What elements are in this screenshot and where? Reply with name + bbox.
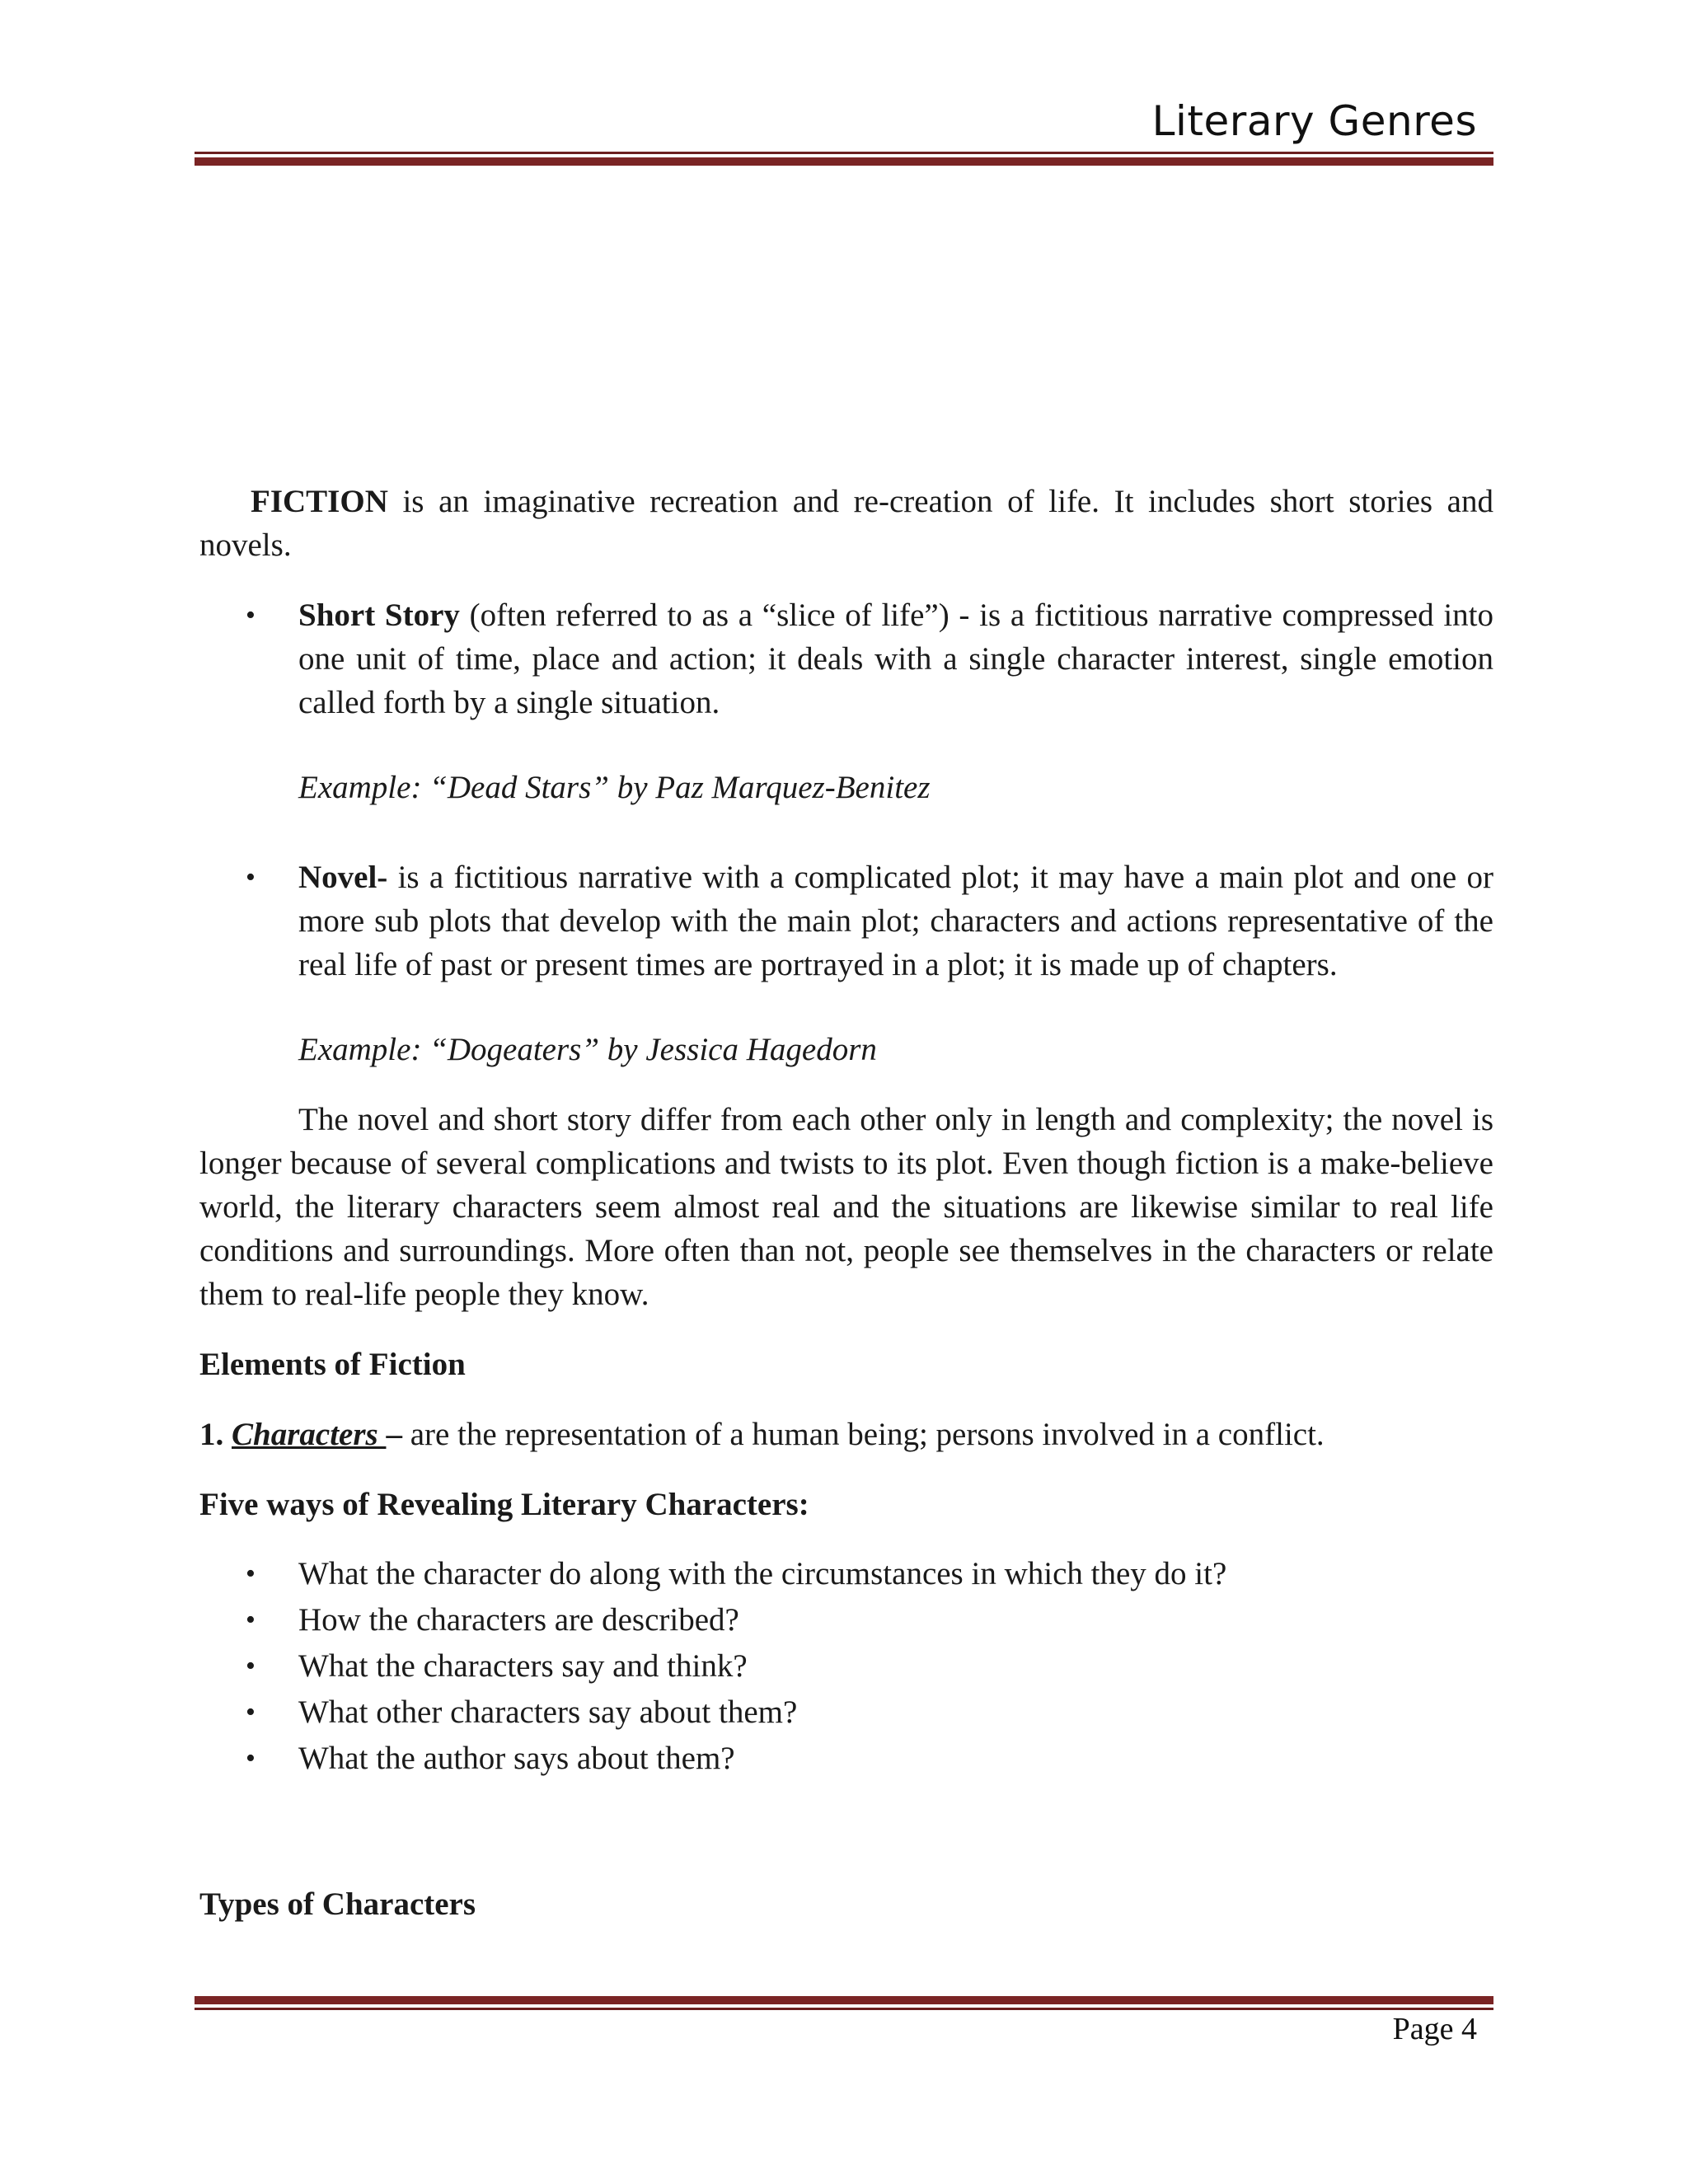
types-heading (199, 1882, 1493, 1926)
list-item-text: How the characters are described? (298, 1602, 739, 1638)
five-ways-heading (199, 1483, 1493, 1526)
elements-heading (199, 1343, 1493, 1386)
short-story-term: Short Story (298, 598, 460, 633)
fiction-types-list-2 (199, 855, 1493, 987)
short-story-example: Example: “Dead Stars” by Paz Marquez-Benitez (298, 770, 931, 805)
header-rule (195, 152, 1493, 166)
bullet-icon: • (246, 862, 256, 893)
fiction-text: is an imaginative recreation and re-creation of life. It includes short stories and novels. (199, 484, 1493, 563)
list-item (199, 1643, 1493, 1690)
bullet-icon: • (246, 600, 256, 630)
characters-term: Characters (232, 1417, 387, 1452)
list-item-text: What the character do along with the circumstances in which they do it? (298, 1556, 1227, 1591)
short-story-text: (often referred to as a “slice of life”) - is a fictitious narrative compressed into one unit of time, place and action; it deals with a single character interest, single emotion called forth by a single situation. (298, 598, 1493, 720)
bullet-icon: • (246, 1558, 256, 1589)
bullet-icon: • (246, 1697, 256, 1727)
bullet-icon: • (246, 1605, 256, 1635)
list-item (199, 1551, 1493, 1597)
five-ways-list (199, 1551, 1493, 1782)
characters-text: are the representation of a human being; persons involved in a conflict. (401, 1417, 1325, 1452)
characters-definition (199, 1413, 1493, 1456)
list-item-text: What the characters say and think? (298, 1648, 748, 1684)
list-item (199, 1597, 1493, 1643)
running-header: Literary Genres (1151, 97, 1477, 145)
five-ways-heading-text: Five ways of Revealing Literary Characters: (199, 1487, 809, 1522)
characters-number: 1. (199, 1417, 224, 1452)
characters-dash: – (386, 1417, 402, 1452)
fiction-term: FICTION (251, 484, 388, 519)
novel-example: Example: “Dogeaters” by Jessica Hagedorn (298, 1032, 877, 1067)
footer-rule (195, 1996, 1493, 2010)
novel-term: Novel- (298, 860, 388, 895)
types-heading-text: Types of Characters (199, 1886, 476, 1922)
fiction-types-list (199, 593, 1493, 724)
page-number: Page 4 (1392, 2012, 1477, 2046)
page-content (199, 480, 1493, 1926)
novel-text: is a fictitious narrative with a complicated plot; it may have a main plot and one or more sub plots that develop with the main plot; characters and actions representative of the real life of past or present times are portrayed in a plot; it is made up of chapters. (298, 860, 1493, 982)
fiction-definition (199, 480, 1493, 567)
list-item-short-story (199, 593, 1493, 724)
bullet-icon: • (246, 1743, 256, 1774)
list-item-text: What other characters say about them? (298, 1694, 798, 1730)
elements-heading-text: Elements of Fiction (199, 1347, 466, 1382)
list-item-novel (199, 855, 1493, 987)
comparison-paragraph: The novel and short story differ from each other only in length and complexity; the novel is longer because of several complications and twists to its plot. Even though fiction is a make-believe world, the literary characters seem almost real and the situations are likewise similar to real life conditions and surroundings. More often than not, people see themselves in the characters or relate them to real-life people they know. (199, 1102, 1493, 1312)
list-item-text: What the author says about them? (298, 1741, 735, 1776)
list-item (199, 1736, 1493, 1782)
bullet-icon: • (246, 1651, 256, 1681)
list-item (199, 1690, 1493, 1736)
